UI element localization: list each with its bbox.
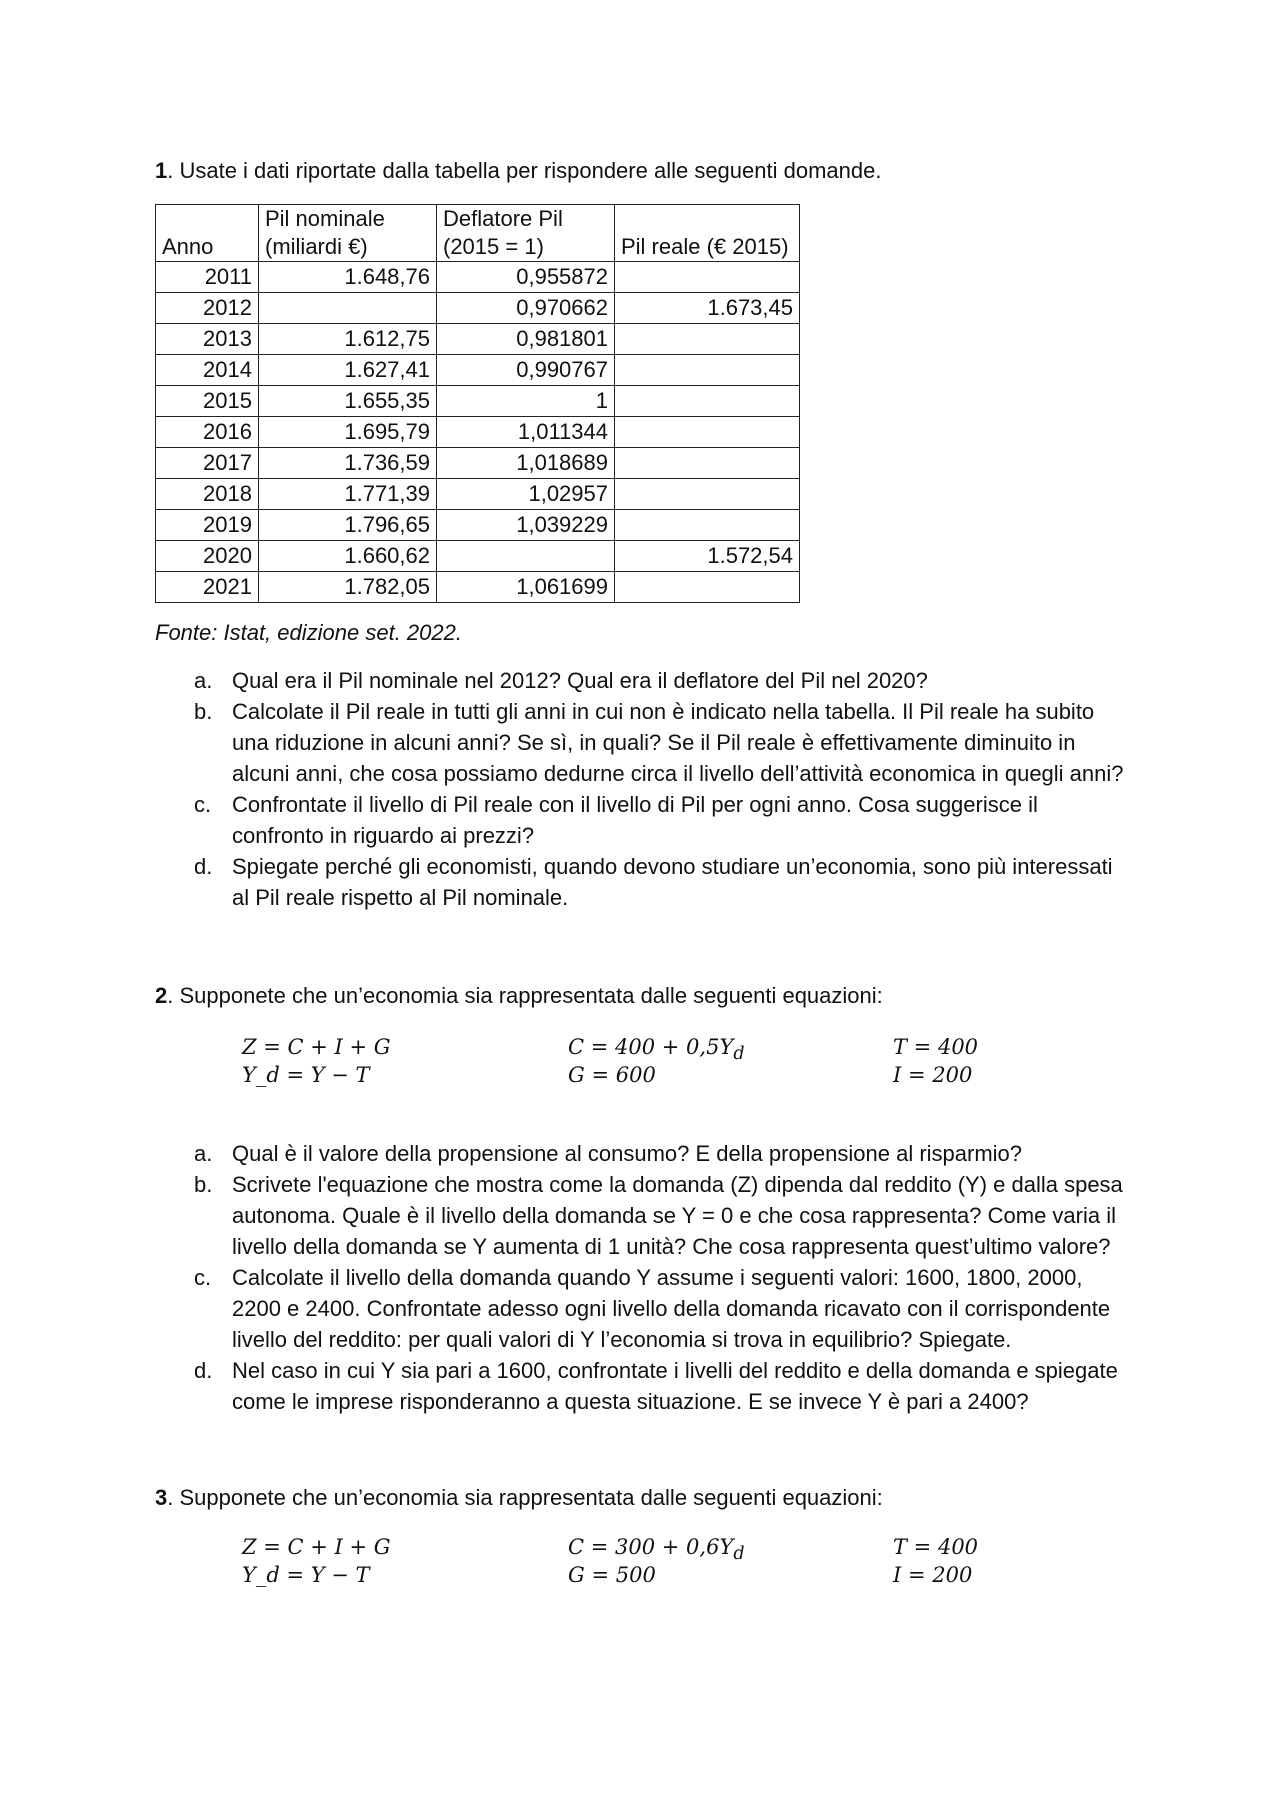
table-source: Fonte: Istat, edizione set. 2022.	[155, 620, 462, 645]
table-row	[156, 479, 800, 510]
item-text: Qual era il Pil nominale nel 2012? Qual era il deflatore del Pil nel 2020?	[232, 668, 928, 693]
cell-pil-reale: 1.572,54	[615, 541, 800, 572]
question-text: . Supponete che un’economia sia rappresentata dalle seguenti equazioni:	[167, 983, 883, 1008]
cell-pil-reale	[615, 479, 800, 510]
item-text: Calcolate il livello della domanda quando Y assume i seguenti valori: 1600, 1800, 2000, 2200 e 2400. Confrontate adesso ogni livello della domanda ricavato con il corrispondente livello del reddito: per quali valori di Y l’economia si trova in equilibrio? Spiegate.	[232, 1265, 1111, 1352]
cell-pil-reale	[615, 448, 800, 479]
item-text: Nel caso in cui Y sia pari a 1600, confrontate i livelli del reddito e della domanda e spiegate come le imprese risponderanno a questa situazione. E se invece Y è pari a 2400?	[232, 1358, 1118, 1414]
cell-anno: 2021	[156, 572, 259, 603]
equation-i: I = 200	[893, 1063, 973, 1087]
list-item	[190, 1355, 1135, 1417]
cell-pil-nominale: 1.796,65	[259, 510, 437, 541]
question-2-items	[190, 1138, 1135, 1417]
cell-anno: 2018	[156, 479, 259, 510]
cell-deflatore: 1,039229	[437, 510, 615, 541]
item-mark: a.	[194, 668, 213, 693]
list-item	[190, 1138, 1135, 1169]
table-row	[156, 417, 800, 448]
table-row	[156, 324, 800, 355]
item-mark: d.	[194, 854, 213, 879]
cell-pil-nominale: 1.695,79	[259, 417, 437, 448]
item-text: Spiegate perché gli economisti, quando devono studiare un’economia, sono più interessati al Pil reale rispetto al Pil nominale.	[232, 854, 1113, 910]
item-mark: b.	[194, 699, 213, 724]
question-number: 2	[155, 983, 168, 1008]
table-row	[156, 510, 800, 541]
item-mark: c.	[194, 1265, 212, 1290]
table-row	[156, 448, 800, 479]
header-pil-nominale: Pil nominale (miliardi €)	[259, 205, 437, 262]
cell-deflatore: 0,970662	[437, 293, 615, 324]
table-row	[156, 262, 800, 293]
list-item	[190, 1169, 1135, 1262]
equation-t: T = 400	[893, 1035, 979, 1059]
question-1-items	[190, 665, 1135, 913]
gdp-table	[155, 204, 800, 603]
equation-i: I = 200	[893, 1563, 973, 1587]
cell-anno: 2013	[156, 324, 259, 355]
item-text: Calcolate il Pil reale in tutti gli anni in cui non è indicato nella tabella. Il Pil reale ha subito una riduzione in alcuni anni? Se sì, in quali? Se il Pil reale è effettivamente diminuito in alcuni anni, che cosa possiamo dedurne circa il livello dell’attività economica in quegli anni?	[232, 699, 1124, 786]
equation-yd: Y_d = Y − T	[242, 1563, 370, 1587]
cell-anno: 2012	[156, 293, 259, 324]
cell-deflatore	[437, 541, 615, 572]
cell-pil-nominale: 1.627,41	[259, 355, 437, 386]
cell-pil-nominale: 1.736,59	[259, 448, 437, 479]
item-text: Confrontate il livello di Pil reale con il livello di Pil per ogni anno. Cosa suggerisce il confronto in riguardo ai prezzi?	[232, 792, 1038, 848]
cell-deflatore: 1,018689	[437, 448, 615, 479]
question-3-title	[155, 1482, 883, 1513]
item-mark: a.	[194, 1141, 213, 1166]
equation-g: G = 600	[568, 1063, 656, 1087]
cell-anno: 2016	[156, 417, 259, 448]
equation-t: T = 400	[893, 1535, 979, 1559]
cell-anno: 2019	[156, 510, 259, 541]
cell-pil-reale	[615, 386, 800, 417]
cell-deflatore: 0,990767	[437, 355, 615, 386]
cell-deflatore: 0,955872	[437, 262, 615, 293]
equation-z: Z = C + I + G	[242, 1035, 391, 1059]
question-2-title	[155, 980, 883, 1011]
cell-pil-reale: 1.673,45	[615, 293, 800, 324]
question-text: . Usate i dati riportate dalla tabella per rispondere alle seguenti domande.	[167, 158, 882, 183]
equation-z: Z = C + I + G	[242, 1535, 391, 1559]
cell-pil-nominale: 1.782,05	[259, 572, 437, 603]
cell-pil-nominale: 1.612,75	[259, 324, 437, 355]
item-mark: b.	[194, 1172, 213, 1197]
question-number: 1	[155, 158, 168, 183]
list-item	[190, 1262, 1135, 1355]
table-row	[156, 355, 800, 386]
cell-deflatore: 1,061699	[437, 572, 615, 603]
cell-anno: 2020	[156, 541, 259, 572]
cell-pil-reale	[615, 355, 800, 386]
cell-pil-nominale: 1.771,39	[259, 479, 437, 510]
cell-deflatore: 1,011344	[437, 417, 615, 448]
header-anno: Anno	[156, 205, 259, 262]
cell-anno: 2014	[156, 355, 259, 386]
cell-pil-nominale: 1.655,35	[259, 386, 437, 417]
cell-pil-nominale	[259, 293, 437, 324]
item-text: Qual è il valore della propensione al consumo? E della propensione al risparmio?	[232, 1141, 1023, 1166]
question-text: . Supponete che un’economia sia rappresentata dalle seguenti equazioni:	[167, 1485, 883, 1510]
item-text: Scrivete l'equazione che mostra come la domanda (Z) dipenda dal reddito (Y) e dalla spesa autonoma. Quale è il livello della domanda se Y = 0 e che cosa rappresenta? Come varia il livello della domanda se Y aumenta di 1 unità? Che cosa rappresenta quest’ultimo valore?	[232, 1172, 1123, 1259]
cell-anno: 2015	[156, 386, 259, 417]
list-item	[190, 696, 1135, 789]
cell-pil-reale	[615, 417, 800, 448]
list-item	[190, 851, 1135, 913]
header-pil-reale: Pil reale (€ 2015)	[615, 205, 800, 262]
table-row	[156, 572, 800, 603]
header-deflatore: Deflatore Pil (2015 = 1)	[437, 205, 615, 262]
cell-anno: 2011	[156, 262, 259, 293]
question-number: 3	[155, 1485, 168, 1510]
equation-yd: Y_d = Y − T	[242, 1063, 370, 1087]
equation-c: $C = 400 + 0,5Y_d$	[568, 1035, 745, 1065]
cell-pil-nominale: 1.660,62	[259, 541, 437, 572]
item-mark: c.	[194, 792, 212, 817]
table-body	[156, 262, 800, 603]
cell-pil-reale	[615, 262, 800, 293]
cell-deflatore: 1	[437, 386, 615, 417]
cell-pil-nominale: 1.648,76	[259, 262, 437, 293]
equation-g: G = 500	[568, 1563, 656, 1587]
table-row	[156, 541, 800, 572]
list-item	[190, 665, 1135, 696]
question-1-title	[155, 155, 881, 186]
cell-deflatore: 0,981801	[437, 324, 615, 355]
cell-deflatore: 1,02957	[437, 479, 615, 510]
table-row	[156, 386, 800, 417]
list-item	[190, 789, 1135, 851]
item-mark: d.	[194, 1358, 213, 1383]
table-row	[156, 293, 800, 324]
cell-pil-reale	[615, 324, 800, 355]
table-header-row	[156, 205, 800, 262]
equation-c: $C = 300 + 0,6Y_d$	[568, 1535, 745, 1565]
cell-anno: 2017	[156, 448, 259, 479]
cell-pil-reale	[615, 572, 800, 603]
cell-pil-reale	[615, 510, 800, 541]
